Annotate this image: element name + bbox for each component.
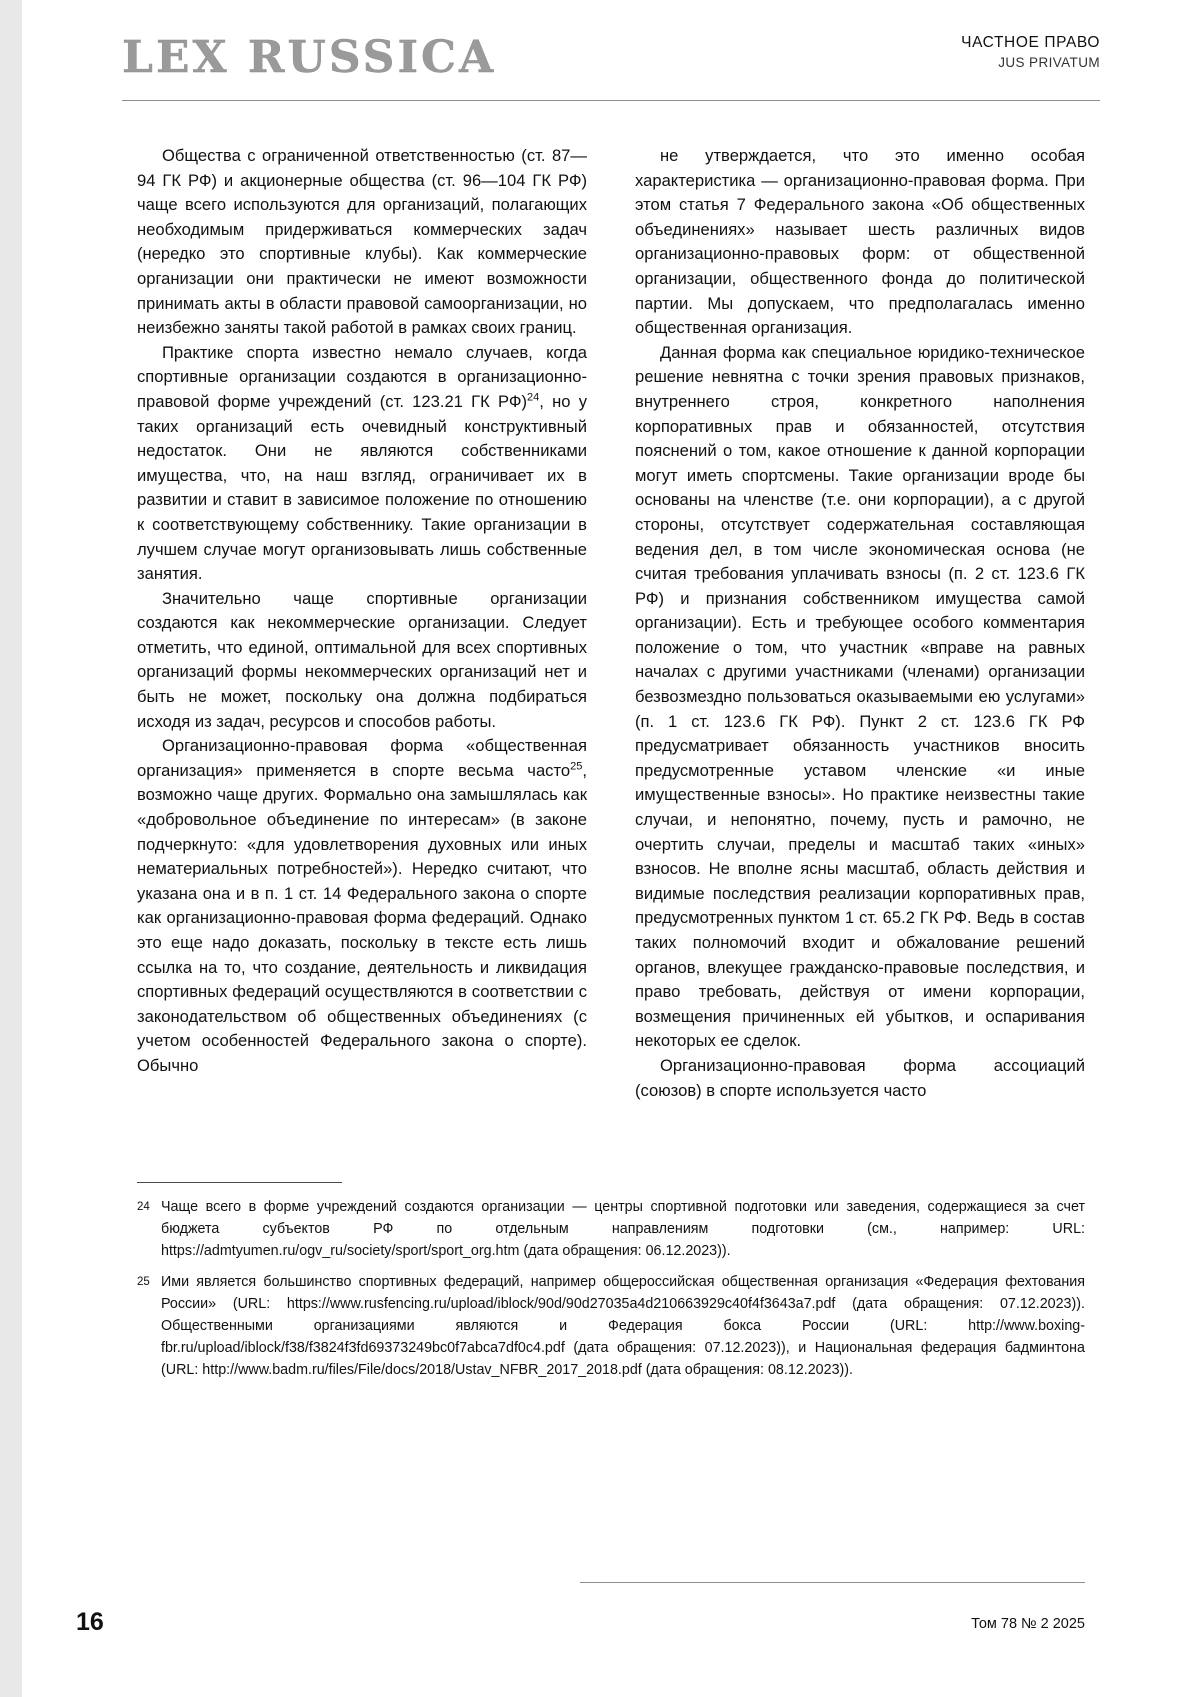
paragraph: не утверждается, что это именно особая характеристика — организационно-правовая форма. При этом статья 7 Федерального закона «Об общественных объединениях» называет шесть различных видов организационно-правовых форм: от общественной организации, общественного фонда до политической партии. Мы допускаем, что предполагалась именно общественная организация. — [635, 146, 1085, 338]
right-column — [635, 144, 1085, 1103]
paragraph: Практике спорта известно немало случаев, когда спортивные организации создаются в организационно-правовой форме учреждений (ст. 123.21 ГК РФ)$^{24}$, но у таких организаций есть очевидный конструктивный недостаток. Они не являются собственниками имущества, что, на наш взгляд, ограничивает их в развитии и ставит в зависимое положение по отношению к соответствующему собственнику. Такие организации в лучшем случае могут организовывать лишь собственные занятия. — [137, 342, 587, 584]
section-heading-latin: JUS PRIVATUM — [998, 55, 1100, 70]
header-divider — [122, 100, 1100, 101]
footnote-item — [137, 1196, 1085, 1262]
footnote-text: Ими является большинство спортивных федераций, например общероссийская общественная организация «Федерация фехтования России» (URL: https://www.rusfencing.ru/upload/iblock/90d/90d27035a4d210663929c40f4f3643a7.pdf (дата обращения: 07.12.2023)). Общественными организациями являются и Федерация бокса России (URL: http://www.boxing-fbr.ru/upload/iblock/f38/f3824f3fd69373249bc0f7abca7df0c4.pdf (дата обращения: 07.12.2023)), и Национальная федерация бадминтона (URL: http://www.badm.ru/files/File/docs/2018/Ustav_NFBR_2017_2018.pdf (дата обращения: 08.12.2023)). — [161, 1274, 1085, 1378]
page-header — [122, 24, 1100, 98]
paragraph: Организационно-правовая форма «общественная организация» применяется в спорте весьма часто$^{25}$, возможно чаще других. Формально она замышлялась как «добровольное объединение по интересам» (в законе подчеркнуто: «для удовлетворения духовных или иных нематериальных потребностей»). Нередко считают, что указана она и в п. 1 ст. 14 Федерального закона о спорте как организационно-правовая форма федераций. Однако это еще надо доказать, поскольку в тексте есть лишь ссылка на то, что создание, деятельность и ликвидация спортивных федераций осуществляются в соответствии с законодательством об общественных объединениях (с учетом особенностей Федерального закона о спорте). Обычно — [137, 736, 587, 1075]
page-number: 16 — [76, 1608, 104, 1636]
footnote-ref-25[interactable]: 25 — [570, 760, 583, 773]
paragraph: Общества с ограниченной ответственностью (ст. 87—94 ГК РФ) и акционерные общества (ст. 96—104 ГК РФ) чаще всего используются для организаций, полагающих необходимым придерживаться коммерческих задач (нередко это спортивные клубы). Как коммерческие организации они практически не имеют возможности принимать акты в области правовой самоорганизации, но неизбежно заняты такой работой в рамках своих границ. — [137, 146, 587, 338]
paragraph: Значительно чаще спортивные организации создаются как некоммерческие организации. Следует отметить, что единой, оптимальной для всех спортивных организаций формы некоммерческих организаций нет и быть не может, поскольку она должна подбираться исходя из задач, ресурсов и способов работы. — [137, 588, 587, 731]
paragraph: Данная форма как специальное юридико-техническое решение невнятна с точки зрения правовых признаков, внутреннего строя, конкретного наполнения корпоративных прав и обязанностей, отсутствия пояснений о том, какое отношение к данной корпорации могут иметь спортсмены. Такие организации вроде бы основаны на членстве (т.е. они корпорации), а с другой стороны, отсутствует содержательная составляющая ведения дел, в том числе экономическая основа (не считая требования уплачивать взносы (п. 2 ст. 123.6 ГК РФ) и признания собственником имущества самой организации). Есть и требующее особого комментария положение о том, что участник «вправе на равных началах с другими участниками (членами) организации безвозмездно пользоваться оказываемыми ею услугами» (п. 1 ст. 123.6 ГК РФ). Пункт 2 ст. 123.6 ГК РФ предусматривает обязанность участников вносить предусмотренные уставом членские «и иные имущественные взносы». Но практике неизвестны такие случаи, и непонятно, почему, пусть и рамочно, не очертить случаи, пределы и масштаб таких «иных» взносов. Не вполне ясны масштаб, область действия и видимые последствия реализации корпоративных прав, предусмотренных пунктом 1 ст. 65.2 ГК РФ. Ведь в состав таких полномочий входит и обжалование решений органов, влекущее гражданско-правовые последствия, и право требовать, действуя от имени корпорации, возмещения причиненных ей убытков, и оспаривания некоторых ее сделок. — [635, 342, 1085, 1051]
footnote-divider — [137, 1182, 342, 1183]
section-heading-ru: ЧАСТНОЕ ПРАВО — [961, 34, 1100, 51]
article-body — [137, 144, 1085, 1103]
footnote-item — [137, 1271, 1085, 1381]
left-column — [137, 144, 587, 1103]
footnote-list — [137, 1196, 1085, 1390]
journal-masthead: LEX RUSSICA — [122, 32, 497, 83]
footnote-number: 25 — [137, 1276, 150, 1288]
footnote-ref-24[interactable]: 24 — [527, 391, 540, 404]
section-heading — [961, 34, 1100, 70]
issue-info: Том 78 № 2 2025 — [971, 1616, 1085, 1632]
footer-divider — [580, 1582, 1085, 1583]
footnote-text: Чаще всего в форме учреждений создаются организации — центры спортивной подготовки или заведения, содержащиеся за счет бюджета субъектов РФ по отдельным направлениям подготовки (см., например: URL: https://admtyumen.ru/ogv_ru/society/sport/sport_org.htm (дата обращения: 06.12.2023)). — [161, 1199, 1085, 1259]
page-gutter — [0, 0, 22, 1697]
footnote-number: 24 — [137, 1201, 150, 1213]
paragraph: Организационно-правовая форма ассоциаций (союзов) в спорте используется часто — [635, 1055, 1085, 1100]
